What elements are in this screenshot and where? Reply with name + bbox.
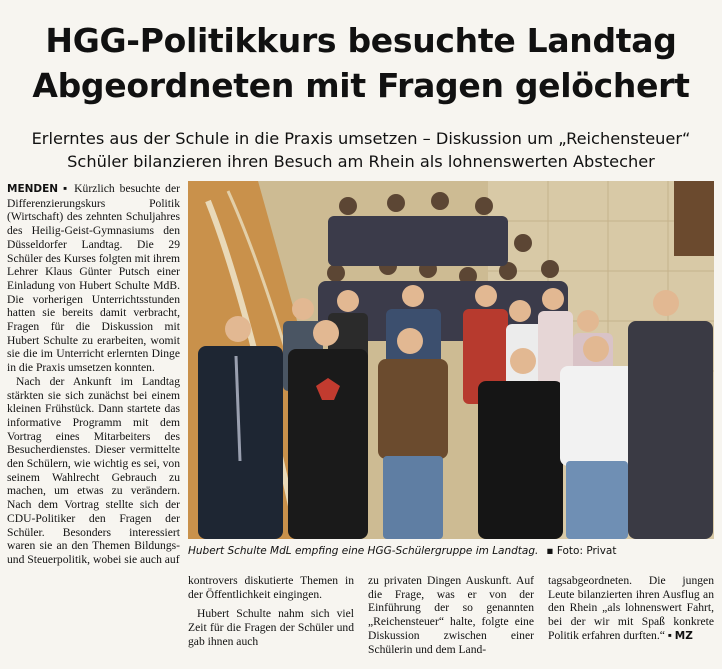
article-paragraph-4: Hubert Schulte nahm sich viel Zeit für die Fragen der Schüler und gab ihnen auch <box>188 607 354 648</box>
subheadline-line-2: Schüler bilanzieren ihren Besuch am Rhein als lohnenswerten Abstecher <box>67 152 655 171</box>
headline-line-2: Abgeordneten mit Fragen gelöchert <box>32 66 690 105</box>
article-column-4 <box>548 574 714 644</box>
article-paragraph-3: kontrovers diskutierte Themen in der Öffentlichkeit eingingen. <box>188 574 354 601</box>
group-photo <box>188 181 714 539</box>
article-paragraph-5: zu privaten Dingen Auskunft. Auf die Frage, was er von der Einführung der so genannten „Reichensteuer“ halte, folgte eine Diskussion zwischen einer Schülerin und dem Land- <box>368 574 534 656</box>
article-paragraph-6 <box>548 574 714 644</box>
group-photo-illustration <box>188 181 714 539</box>
photo-caption-text: Hubert Schulte MdL empfing eine HGG-Schülergruppe im Landtag. <box>188 545 539 557</box>
subheadline-line-1: Erlerntes aus der Schule in die Praxis umsetzen – Diskussion um „Reichensteuer“ <box>31 129 691 148</box>
article-column-2 <box>188 574 354 649</box>
bullet-icon: ▪ <box>667 628 675 642</box>
dateline: MENDEN <box>7 183 59 195</box>
subheadline <box>0 127 722 173</box>
photo-credit: ▪ Foto: Privat <box>546 545 617 557</box>
article-column-1 <box>7 182 180 602</box>
article-paragraph-1-text: Kürzlich besuchte der Differenzierungskurs Politik (Wirtschaft) des zehnten Schuljahres des Heilig-Geist-Gymnasiums den Düsseldorfer Landtag. Die 29 Schüler des Kurses folgten mit ihrem Lehrer Klaus Günter Putsch einer Einladung von Hubert Schulte MdB. Die vorherigen Unterrichtsstunden hatten sie bereits damit verbracht, Fragen für die Diskussion mit Hubert Schulte zu erarbeiten, womit sie die im Unterricht erlernten Dinge in die Praxis umsetzen konnten. <box>7 182 180 375</box>
headline-line-1: HGG-Politikkurs besuchte Landtag <box>45 21 677 60</box>
article-paragraph-1 <box>7 182 180 375</box>
article-paragraph-2: Nach der Ankunft im Landtag stärkten sie sich zunächst bei einem kleinen Frühstück. Dann startete das informative Programm mit dem Vortrag eines Mitarbeiters des Besucherdienstes. Dieser vermittelte den Schülern, wie wichtig es sei, von seinem Wahlrecht Gebrauch zu machen, um etwas zu verändern. Nach dem Vortrag stellte sich der CDU-Politiker den Fragen der Schüler. Besonders interessiert waren sie an den Themen Bildungs- und Steuerpolitik, wobei sie auch auf <box>7 374 180 566</box>
headline <box>0 18 722 108</box>
article-column-3 <box>368 574 534 656</box>
bullet-icon: ▪ <box>63 182 75 195</box>
photo-caption <box>188 544 714 558</box>
author-signature: MZ <box>674 629 693 642</box>
article-paragraph-6-text: tagsabgeordneten. Die jungen Leute bilanzierten ihren Ausflug an den Rhein „als lohnenswert Fahrt, bei der wir mit Spaß konkrete Politik erfahren durften.“ <box>548 574 714 642</box>
